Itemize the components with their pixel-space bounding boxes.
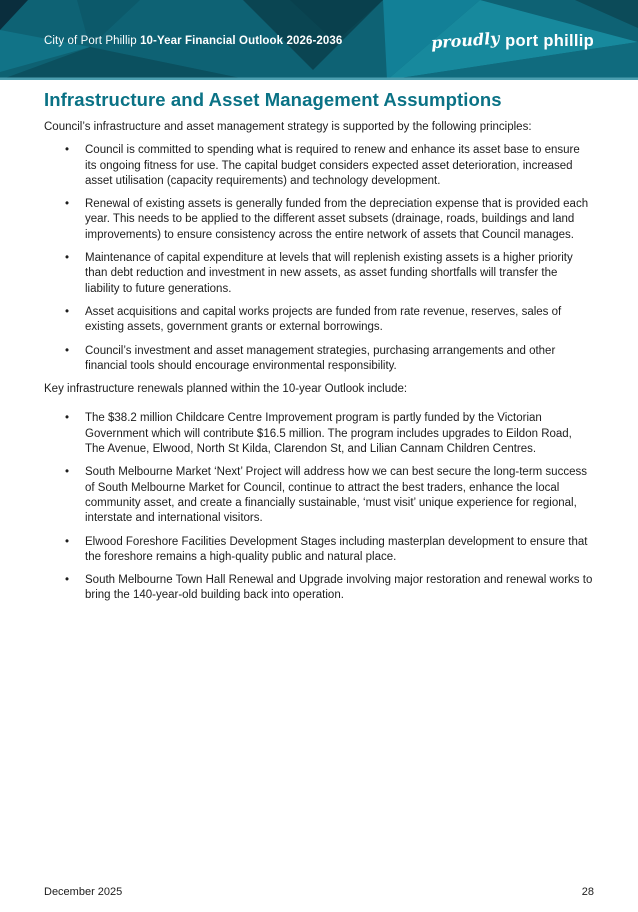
port-phillip-logo	[431, 29, 594, 51]
list-item: • The $38.2 million Childcare Centre Improvement program is partly funded by the Victorian Government which will contribute $16.5 million. The program includes upgrades to Eildon Road, The Avenue, Elwood, North St Kilda, Clarendon St, and Lilian Cannam Children Centres.	[44, 411, 594, 457]
list-item: • Maintenance of capital expenditure at levels that will replenish existing assets is a higher priority than debt reduction and investment in new assets, as asset funding shortfalls will transfer the liability to future generations.	[44, 251, 594, 297]
page-title: Infrastructure and Asset Management Assumptions	[44, 89, 502, 110]
logo-script-word: proudly	[430, 28, 500, 53]
banner-title-prefix: City of Port Phillip	[44, 35, 141, 47]
page-content	[0, 80, 638, 604]
list-item: • Renewal of existing assets is generally funded from the depreciation expense that is provided each year. This needs to be applied to the different asset subsets (drainage, roads, buildings and land improvements) to ensure consistency across the entire network of assets that Council manages.	[44, 197, 594, 243]
renewals-intro-paragraph: Key infrastructure renewals planned within the 10-year Outlook include:	[44, 383, 408, 396]
page-banner	[0, 0, 638, 80]
intro-paragraph: Council’s infrastructure and asset management strategy is supported by the following principles:	[44, 121, 532, 133]
list-item: • Council’s investment and asset management strategies, purchasing arrangements and other financial tools should encourage environmental responsibility.	[44, 344, 594, 375]
principles-list	[44, 143, 594, 374]
banner-title	[44, 33, 342, 47]
list-item: • South Melbourne Market ‘Next’ Project will address how we can best secure the long-term success of South Melbourne Market for Council, continue to attract the best traders, enhance the local community asset, and create a financially sustainable, ‘must visit’ unique experience for regional, interstate and international visitors.	[44, 465, 594, 526]
page-footer	[44, 886, 594, 898]
list-item: • South Melbourne Town Hall Renewal and Upgrade involving major restoration and renewal works to bring the 140-year-old building back into operation.	[44, 573, 594, 604]
list-item: • Asset acquisitions and capital works projects are funded from rate revenue, reserves, sales of existing assets, government grants or external borrowings.	[44, 305, 594, 336]
list-item: • Elwood Foreshore Facilities Development Stages including masterplan development to ensure that the foreshore remains a high-quality public and natural place.	[44, 535, 594, 566]
list-item: • Council is committed to spending what is required to renew and enhance its asset base to ensure its ongoing fitness for use. The capital budget considers expected asset deterioration, increased asset utilisation (capacity requirements) and technology development.	[44, 143, 594, 189]
logo-bold-word: port phillip	[505, 32, 594, 50]
renewals-list	[44, 411, 594, 603]
footer-date: December 2025	[44, 886, 123, 898]
banner-title-bold: 10-Year Financial Outlook 2026-2036	[140, 35, 343, 47]
footer-page-number: 28	[581, 886, 594, 898]
